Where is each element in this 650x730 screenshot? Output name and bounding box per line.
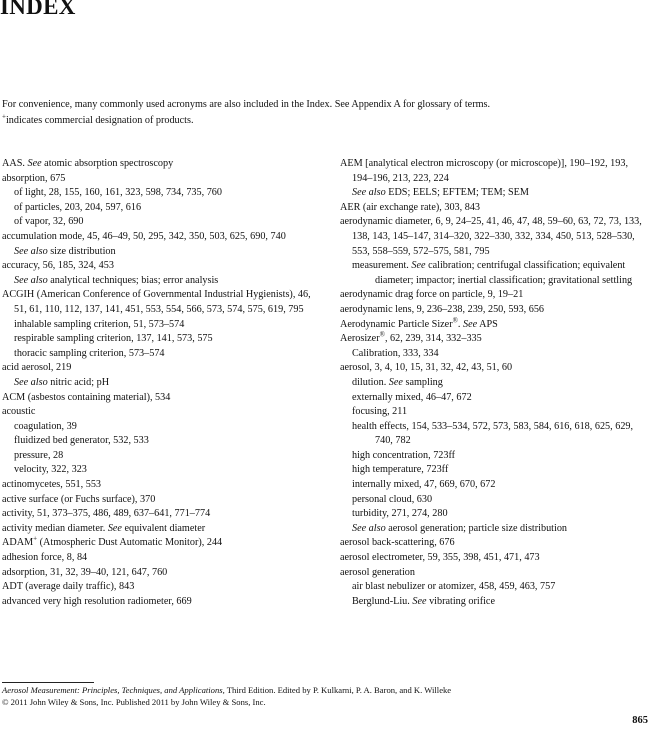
entry-text: aerosol generation [340, 566, 415, 578]
see-reference: See [411, 260, 426, 272]
entry-text: of light, 28, 155, 160, 161, 323, 598, 734, 735, 760 [14, 187, 222, 199]
index-column-left [2, 157, 320, 609]
index-subentry [340, 595, 648, 610]
entry-text: air blast nebulizer or atomizer, 458, 459, 463, 757 [352, 581, 556, 593]
entry-text-continued: vibrating orifice [426, 595, 495, 607]
entry-text: high concentration, 723ff [352, 449, 456, 461]
entry-text: active surface (or Fuchs surface), 370 [2, 493, 156, 505]
entry-text-continued: calibration; centrifugal classification; equivalent diameter; impactor; inertial classification; gravitational settling [375, 260, 633, 286]
entry-text: aerosol, 3, 4, 10, 15, 31, 32, 42, 43, 51, 60 [340, 362, 513, 374]
index-subentry [2, 332, 320, 347]
entry-text: of particles, 203, 204, 597, 616 [14, 201, 142, 213]
page-title: INDEX [0, 0, 76, 19]
entry-text: dilution. [352, 376, 389, 388]
index-entry [2, 566, 320, 581]
index-subentry [340, 493, 648, 508]
entry-text-continued: (Atmospheric Dust Automatic Monitor), 244 [37, 537, 223, 549]
index-subentry [340, 405, 648, 420]
commercial-symbol: + [2, 112, 6, 121]
entry-text: thoracic sampling criterion, 573–574 [14, 347, 165, 359]
entry-text: internally mixed, 47, 669, 670, 672 [352, 479, 496, 491]
entry-text: acid aerosol, 219 [2, 362, 72, 374]
index-entry [2, 522, 320, 537]
entry-text: accuracy, 56, 185, 324, 453 [2, 260, 114, 272]
index-entry [340, 215, 648, 259]
index-subentry [340, 449, 648, 464]
entry-text-continued: atomic absorption spectroscopy [41, 158, 174, 169]
footnote-divider [2, 682, 94, 683]
entry-text: fluidized bed generator, 532, 533 [14, 435, 149, 447]
index-subentry [2, 376, 320, 391]
index-subentry [2, 449, 320, 464]
entry-text: absorption, 675 [2, 172, 66, 184]
index-subentry [340, 478, 648, 493]
intro-paragraph [2, 97, 642, 128]
index-entry [2, 595, 320, 610]
entry-text: high temperature, 723ff [352, 464, 449, 476]
index-entry [340, 157, 648, 186]
index-entry [2, 536, 320, 551]
entry-text: respirable sampling criterion, 137, 141, 573, 575 [14, 333, 213, 345]
index-entry [2, 507, 320, 522]
book-editors: Third Edition. Edited by P. Kulkarni, P. A. Baron, and K. Willeke [224, 685, 452, 695]
index-subentry [340, 186, 648, 201]
index-entry [2, 259, 320, 274]
index-entry [340, 551, 648, 566]
index-subentry [340, 463, 648, 478]
entry-text: adsorption, 31, 32, 39–40, 121, 647, 760 [2, 566, 168, 578]
entry-text: adhesion force, 8, 84 [2, 552, 88, 564]
index-subentry [2, 215, 320, 230]
entry-text: of vapor, 32, 690 [14, 216, 84, 228]
index-entry [2, 172, 320, 187]
index-subentry [340, 420, 648, 449]
index-subentry [2, 420, 320, 435]
entry-text: personal cloud, 630 [352, 493, 433, 505]
index-entry [340, 332, 648, 347]
index-entry [2, 288, 320, 317]
entry-text: aerodynamic diameter, 6, 9, 24–25, 41, 46, 47, 48, 59–60, 63, 72, 73, 133, 138, 143, 145–147, 314–320, 322–330, 332, 334, 450, 513, 528–530, 553, 558–559, 572–575, 581, 795 [340, 216, 642, 257]
book-title: Aerosol Measurement: Principles, Techniques, and Applications, [2, 685, 225, 695]
entry-text-continued: equivalent diameter [121, 522, 206, 534]
entry-text-continued: nitric acid; pH [47, 376, 110, 388]
index-entry [340, 536, 648, 551]
index-subentry [2, 318, 320, 333]
index-entry [340, 566, 648, 581]
index-entry [2, 230, 320, 245]
entry-text: Aerosizer [340, 333, 380, 345]
see-reference: See also [352, 522, 386, 534]
index-entry [2, 580, 320, 595]
entry-text: velocity, 322, 323 [14, 464, 87, 476]
index-entry [2, 391, 320, 406]
entry-text: Aerodynamic Particle Sizer [340, 318, 453, 330]
index-entry [2, 551, 320, 566]
entry-text: ADT (average daily traffic), 843 [2, 581, 135, 593]
entry-text: ACGIH (American Conference of Governmental Industrial Hygienists), 46, 51, 61, 110, 112, 137, 141, 451, 553, 554, 566, 573, 574, 575, 619, 795 [2, 289, 311, 315]
index-entry [2, 361, 320, 376]
see-reference: See [27, 158, 42, 169]
index-subentry [2, 463, 320, 478]
entry-text: turbidity, 271, 274, 280 [352, 508, 448, 520]
intro-line-2 [2, 113, 642, 129]
see-reference: See also [14, 274, 48, 286]
index-subentry [2, 434, 320, 449]
entry-text: health effects, 154, 533–534, 572, 573, 583, 584, 616, 618, 625, 629, 740, 782 [352, 420, 634, 447]
copyright-symbol: © [2, 696, 9, 707]
entry-text: Berglund-Liu. [352, 595, 413, 607]
see-reference: See also [352, 187, 386, 199]
entry-text: ACM (asbestos containing material), 534 [2, 391, 171, 403]
index-entry [2, 493, 320, 508]
see-reference: See [388, 376, 403, 388]
index-subentry [340, 507, 648, 522]
entry-text-continued: size distribution [47, 245, 116, 257]
see-reference: See [412, 595, 427, 607]
entry-text: aerosol back-scattering, 676 [340, 537, 455, 549]
entry-text: accumulation mode, 45, 46–49, 50, 295, 342, 350, 503, 625, 690, 740 [2, 230, 286, 242]
footnote [2, 685, 642, 708]
entry-text-continued: aerosol generation; particle size distribution [385, 522, 568, 534]
entry-text-continued: EDS; EELS; EFTEM; TEM; SEM [385, 187, 529, 199]
entry-text-continued: analytical techniques; bias; error analysis [47, 274, 219, 286]
intro-line-2-text: indicates commercial designation of products. [5, 114, 194, 126]
intro-line-1: For convenience, many commonly used acronyms are also included in the Index. See Appendix A for glossary of terms. [2, 99, 491, 110]
entry-text: inhalable sampling criterion, 51, 573–574 [14, 318, 185, 330]
registered-mark: ® [379, 330, 385, 339]
see-reference: See [463, 318, 478, 330]
entry-text: Calibration, 333, 334 [352, 347, 439, 359]
index-entry [340, 201, 648, 216]
entry-text: coagulation, 39 [14, 420, 77, 432]
registered-mark: ® [452, 316, 458, 325]
entry-text: aerodynamic drag force on particle, 9, 19–21 [340, 289, 524, 301]
index-subentry [340, 522, 648, 537]
entry-text: actinomycetes, 551, 553 [2, 479, 102, 491]
entry-text: acoustic [2, 406, 36, 418]
see-reference: See [107, 522, 122, 534]
index-entry [340, 303, 648, 318]
copyright-text: 2011 John Wiley & Sons, Inc. Published 2011 by John Wiley & Sons, Inc. [8, 696, 266, 707]
index-subentry [340, 580, 648, 595]
entry-text: focusing, 211 [352, 406, 408, 418]
entry-text-continued: sampling [402, 376, 443, 388]
entry-text: advanced very high resolution radiometer, 669 [2, 595, 192, 607]
index-subentry [340, 391, 648, 406]
entry-text: activity median diameter. [2, 522, 108, 534]
index-entry [2, 157, 320, 172]
entry-text-continued: . [457, 318, 464, 330]
index-entry [340, 318, 648, 333]
entry-text: AAS. [2, 158, 28, 169]
entry-text: AEM [analytical electron microscopy (or microscope)], 190–192, 193, 194–196, 213, 223, 224 [340, 158, 628, 184]
entry-text: pressure, 28 [14, 449, 64, 461]
index-subentry [2, 245, 320, 260]
entry-text-continued: , 62, 239, 314, 332–335 [384, 333, 482, 345]
entry-text-continued: APS [477, 318, 498, 330]
entry-text: activity, 51, 373–375, 486, 489, 637–641, 771–774 [2, 508, 211, 520]
entry-text: aerosol electrometer, 59, 355, 398, 451, 471, 473 [340, 552, 540, 564]
entry-text: AER (air exchange rate), 303, 843 [340, 201, 481, 213]
see-reference: See also [14, 245, 48, 257]
index-subentry [340, 259, 648, 288]
entry-text: measurement. [352, 260, 412, 272]
index-entry [2, 405, 320, 420]
footnote-line-1 [2, 685, 642, 697]
index-entry [2, 478, 320, 493]
index-subentry [2, 201, 320, 216]
index-subentry [340, 347, 648, 362]
entry-text: ADAM [2, 537, 34, 549]
index-subentry [2, 274, 320, 289]
index-subentry [2, 186, 320, 201]
index-entry [340, 288, 648, 303]
entry-text: externally mixed, 46–47, 672 [352, 391, 472, 403]
see-reference: See also [14, 376, 48, 388]
footnote-line-2 [2, 697, 642, 709]
index-entry [340, 361, 648, 376]
page-number: 865 [632, 715, 648, 726]
index-subentry [2, 347, 320, 362]
registered-mark: + [33, 535, 38, 544]
index-column-right [340, 157, 648, 609]
entry-text: aerodynamic lens, 9, 236–238, 239, 250, 593, 656 [340, 303, 545, 315]
index-subentry [340, 376, 648, 391]
